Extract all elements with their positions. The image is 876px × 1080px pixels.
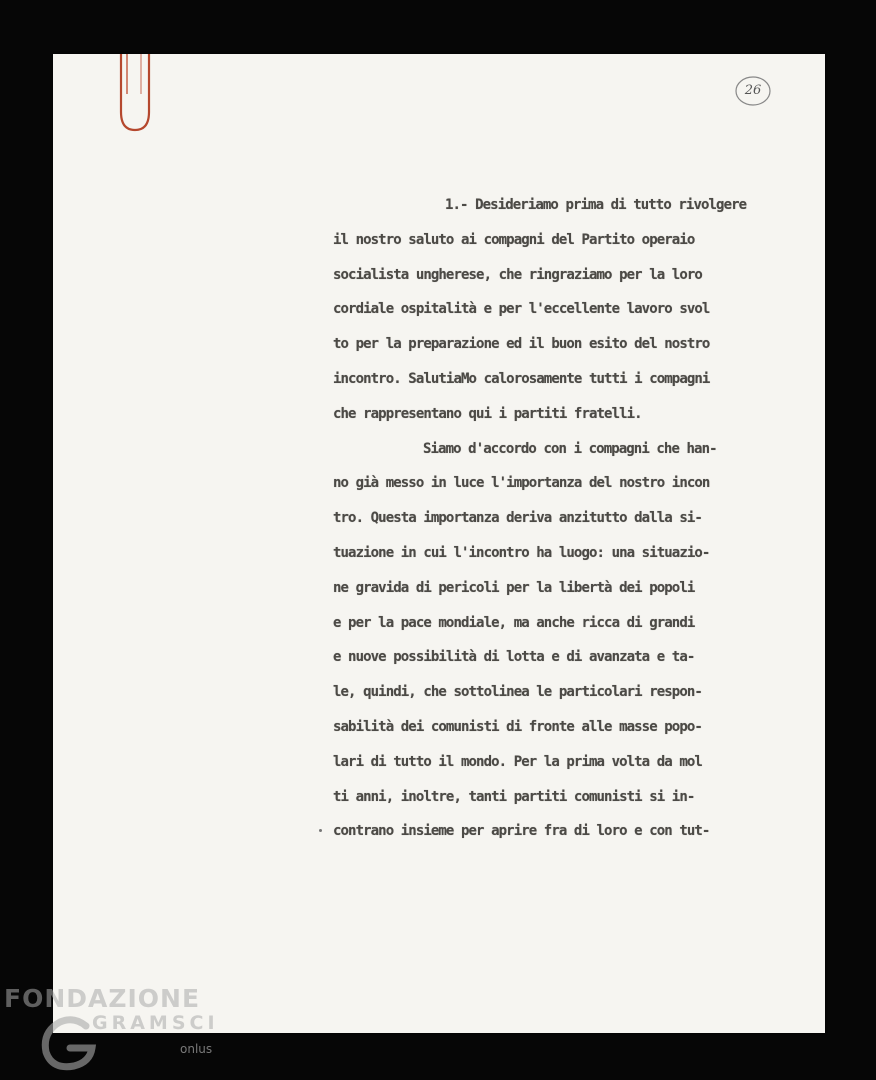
- text-line: to per la preparazione ed il buon esito del nostro: [333, 336, 710, 353]
- text-line: cordiale ospitalità e per l'eccellente lavoro svol: [333, 301, 710, 318]
- text-line: e nuove possibilità di lotta e di avanzata e ta-: [333, 649, 695, 666]
- text-line: tro. Questa importanza deriva anzitutto dalla si-: [333, 510, 702, 527]
- typed-text-body: [333, 188, 788, 849]
- text-line: Siamo d'accordo con i compagni che han-: [423, 440, 717, 457]
- text-line: 1.- Desideriamo prima di tutto rivolgere: [445, 197, 747, 213]
- text-line: socialista ungherese, che ringraziamo per la loro: [333, 266, 702, 283]
- page-number-stamp: [733, 74, 773, 108]
- fondazione-gramsci-watermark: [4, 984, 224, 1074]
- text-line: tuazione in cui l'incontro ha luogo: una situazio-: [333, 544, 710, 561]
- ink-speck: [319, 829, 322, 832]
- watermark-line1: FONDAZIONE: [4, 984, 201, 1013]
- watermark-line2: GRAMSCI: [92, 1012, 219, 1034]
- text-line: le, quindi, che sottolinea le particolari respon-: [333, 684, 702, 701]
- text-line: ti anni, inoltre, tanti partiti comunisti si in-: [333, 788, 695, 805]
- watermark-onlus: onlus: [180, 1042, 213, 1056]
- text-line: che rappresentano qui i partiti fratelli.: [333, 405, 642, 422]
- text-line: il nostro saluto ai compagni del Partito operaio: [333, 231, 695, 248]
- text-line: sabilità dei comunisti di fronte alle masse popo-: [333, 718, 702, 735]
- document-page: [53, 54, 825, 1033]
- text-line: incontro. SalutiaMo calorosamente tutti i compagni: [333, 370, 710, 387]
- text-line: no già messo in luce l'importanza del nostro incon: [333, 475, 710, 492]
- text-line: contrano insieme per aprire fra di loro e con tut-: [333, 823, 710, 840]
- paperclip-icon: [113, 54, 157, 134]
- text-line: e per la pace mondiale, ma anche ricca di grandi: [333, 614, 695, 631]
- page-number: 26: [744, 83, 762, 98]
- text-line: ne gravida di pericoli per la libertà dei popoli: [333, 579, 695, 596]
- text-line: lari di tutto il mondo. Per la prima volta da mol: [333, 753, 702, 770]
